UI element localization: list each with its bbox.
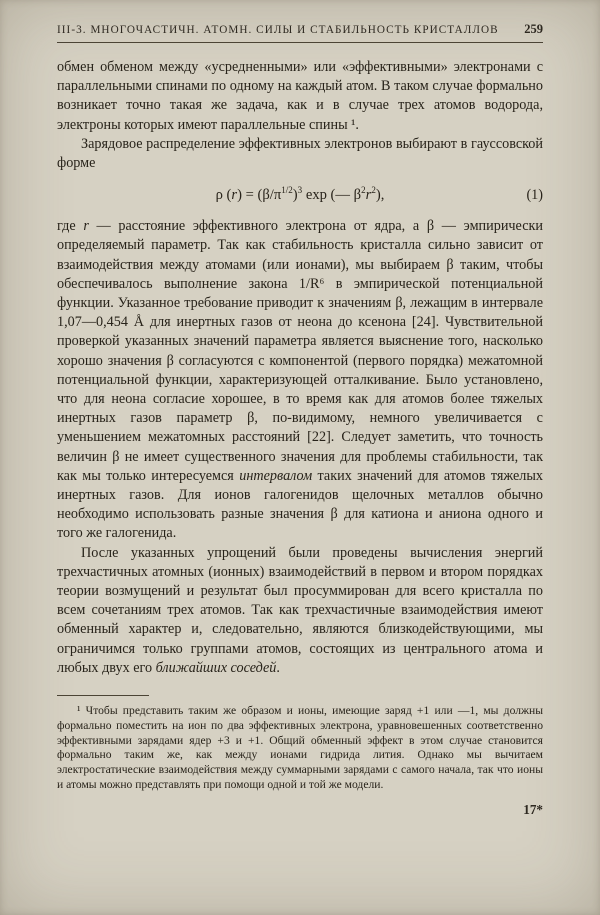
footnote-rule xyxy=(57,695,149,696)
paragraph-charge-distribution: Зарядовое распределение эффективных электронов выбирают в гауссовской форме xyxy=(57,135,543,172)
text-run: ) = (β/π xyxy=(237,187,282,204)
text-run: После указанных упрощений были проведены вычисления энергий трехчастичных атомных (ионных) взаимодействий в первом и втором порядках теории возмущений и результат был просуммирован для всего кристалла по всем сочетаниям трех атомов. Так как трехчастичные взаимодействия имеют обменный характер и, следовательно, являются близкодействующими, мы ограничимся только группами атомов, состоящих из центрального атома и любых двух его xyxy=(57,544,543,676)
text-run: ) xyxy=(292,187,298,204)
equation-formula xyxy=(216,187,385,203)
variable-r: r xyxy=(231,187,238,204)
text-run: — расстояние эффективного электрона от ядра, а β — эмпирически определяемый параметр. Так как стабильность кристалла сильно зависит от взаимодействия между атомами (или ионами), мы выбираем β таким, чтобы обеспечивалось выполнение закона 1/R⁶ в эмпирической потенциальной функции. Указанное требование приводит к значениям β, лежащим в интервале 1,07—0,454 Å для инертных газов от неона до ксенона [24]. Чувствительной проверкой указанных значений параметра является выяснение того, насколько хорошо значения β согласуются с компонентой (первого порядка) межатомной потенциальной функции, характеризующей отталкивание. Было установлено, что для неона согласие хорошее, в то время как для атомов более тяжелых инертных газов параметр β, по-видимому, немного увеличивается с уменьшением межатомных расстояний [22]. Следует заметить, что точность величин β не имеет существенного значения для проблемы стабильности, так как мы только интересуемся xyxy=(57,218,543,484)
text-run: таких значений для атомов тяжелых инертных газов. Для ионов галогенидов щелочных металлов обычно необходимо использовать разные значения β для катиона и аниона одного и того же галогенида. xyxy=(57,467,544,542)
signature-mark: 17* xyxy=(523,801,543,817)
text-run: ρ ( xyxy=(215,187,232,204)
text-run: exp (— β xyxy=(302,187,362,204)
text-run: где xyxy=(57,218,84,235)
equation-block xyxy=(57,184,543,206)
emphasis: интервалом xyxy=(239,467,313,484)
emphasis: ближайших соседей xyxy=(155,659,277,676)
text-run: . xyxy=(276,659,280,676)
variable-r: r xyxy=(83,218,89,235)
paragraph-continuation: обмен обменом между «усредненными» или «эффективными» электронами с параллельными спинами по одному на каждый атом. В таком случае формально возникает точно такая же задача, как и в случае трех атомов водорода, электроны которых имеют параллельные спины ¹. xyxy=(57,59,543,133)
paragraph-beta-parameter xyxy=(57,217,543,543)
paragraph-three-body xyxy=(57,544,543,678)
footnote: ¹ Чтобы представить таким же образом и ионы, имеющие заряд +1 или —1, мы должны формально поместить на ион по два эффективных электрона, уравновешенных соответственно эффективными зарядами ядер +3 и +1. Общий обменный эффект в этом случае становится формально таким же, как между ионами гидрида лития. Однако мы вычитаем электростатические взаимодействия между суммарными зарядами с самого начала, так что ионы и атомы можно представлять при помощи одной и той же модели. xyxy=(57,704,543,792)
equation-number: (1) xyxy=(526,187,543,204)
superscript: 3 xyxy=(297,185,303,196)
body-text xyxy=(57,58,543,678)
text-run: ), xyxy=(375,187,385,204)
variable-r: r xyxy=(365,187,372,204)
chapter-heading: III-3. МНОГОЧАСТИЧН. АТОМН. СИЛЫ И СТАБИЛЬНОСТЬ КРИСТАЛЛОВ xyxy=(57,24,499,36)
page-number: 259 xyxy=(524,22,543,36)
superscript: 2 xyxy=(371,185,376,196)
superscript: 2 xyxy=(361,185,366,196)
superscript: 1/2 xyxy=(281,185,293,196)
running-head xyxy=(57,22,543,43)
